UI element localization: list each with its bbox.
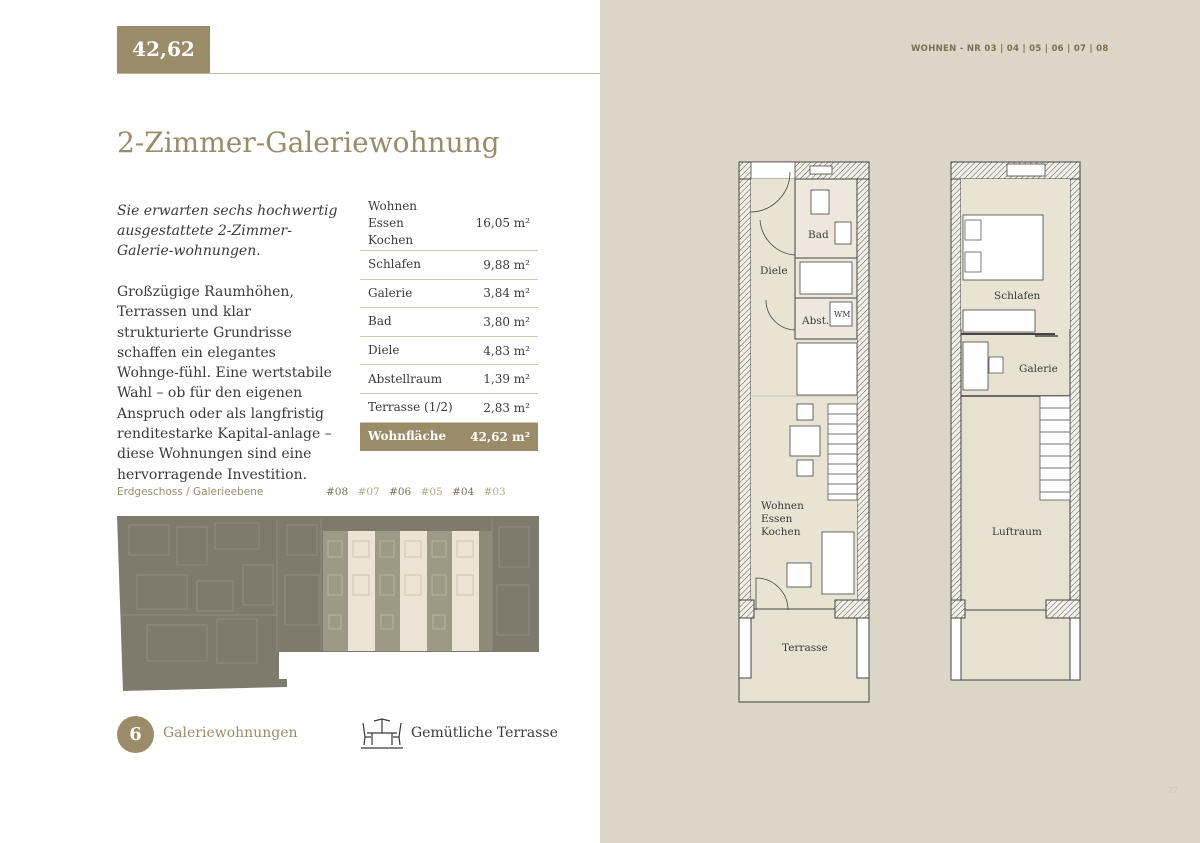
plan-label-terrasse: Terrasse [782,642,828,654]
unit-tag: #06 [389,486,412,498]
room-label: Bad [368,314,392,329]
room-label: Terrasse (1/2) [368,400,453,415]
room-value: 9,88 m² [483,257,530,272]
page-number: 27 [1168,786,1179,795]
room-value: 3,84 m² [483,286,530,301]
gallery-floor-plan [951,162,1080,680]
plan-label-luftraum: Luftraum [992,526,1042,538]
plan-label-galerie: Galerie [1019,363,1058,375]
unit-tag: #03 [483,486,506,498]
room-value: 16,05 m² [475,216,530,230]
plan-label-diele: Diele [760,265,788,277]
plan-label-wm: WM [834,310,851,319]
plan-label-bad: Bad [808,229,829,241]
apartment-count-label: Galeriewohnungen [163,725,298,741]
total-label: Wohnfläche [368,429,447,444]
plan-label-schlafen: Schlafen [994,290,1041,302]
ground-floor-plan [739,162,869,702]
unit-tag: #08 [326,486,349,498]
page-title: 2-Zimmer-Galeriewohnung [117,126,500,159]
total-value: 42,62 m² [470,429,530,444]
unit-tag: #07 [357,486,380,498]
room-value: 1,39 m² [483,372,530,387]
room-value: 4,83 m² [483,343,530,358]
room-label: Wohnen Essen Kochen [368,198,418,247]
room-label: Diele [368,343,400,358]
intro-text: Sie erwarten sechs hochwertig ausgestattete 2-Zimmer-Galerie-wohnungen. [117,203,338,259]
plan-label-essen: Essen [761,513,793,525]
unit-tag: #05 [420,486,443,498]
room-label: Schlafen [368,257,421,272]
area-value: 42,62 m [132,37,195,113]
room-label: Abstellraum [368,371,443,386]
section-nav: WOHNEN - NR 03 | 04 | 05 | 06 | 07 | 08 [911,44,1109,54]
room-value: 2,83 m² [483,400,530,415]
site-plan-label: Erdgeschoss / Galerieebene [117,486,264,498]
terrace-label: Gemütliche Terrasse [411,725,558,741]
plan-label-wohnen: Wohnen [761,500,804,512]
room-value: 3,80 m² [483,314,530,329]
room-label: Galerie [368,285,413,300]
body-text: Großzügige Raumhöhen, Terrassen und klar strukturierte Grundrisse schaffen ein elegantes Wohnge-fühl. Eine wertstabile Wahl – ob für den eigenen Anspruch oder als langfristig renditestarke Kapital-anlage – diese Wohnungen sind eine hervorragende Investition. [117,284,332,483]
area-unit: 2 [170,90,178,103]
plan-label-kochen: Kochen [761,526,801,538]
unit-tag: #04 [452,486,475,498]
plan-label-abst: Abst. [802,315,830,327]
apartment-count-badge: 6 [117,716,154,753]
